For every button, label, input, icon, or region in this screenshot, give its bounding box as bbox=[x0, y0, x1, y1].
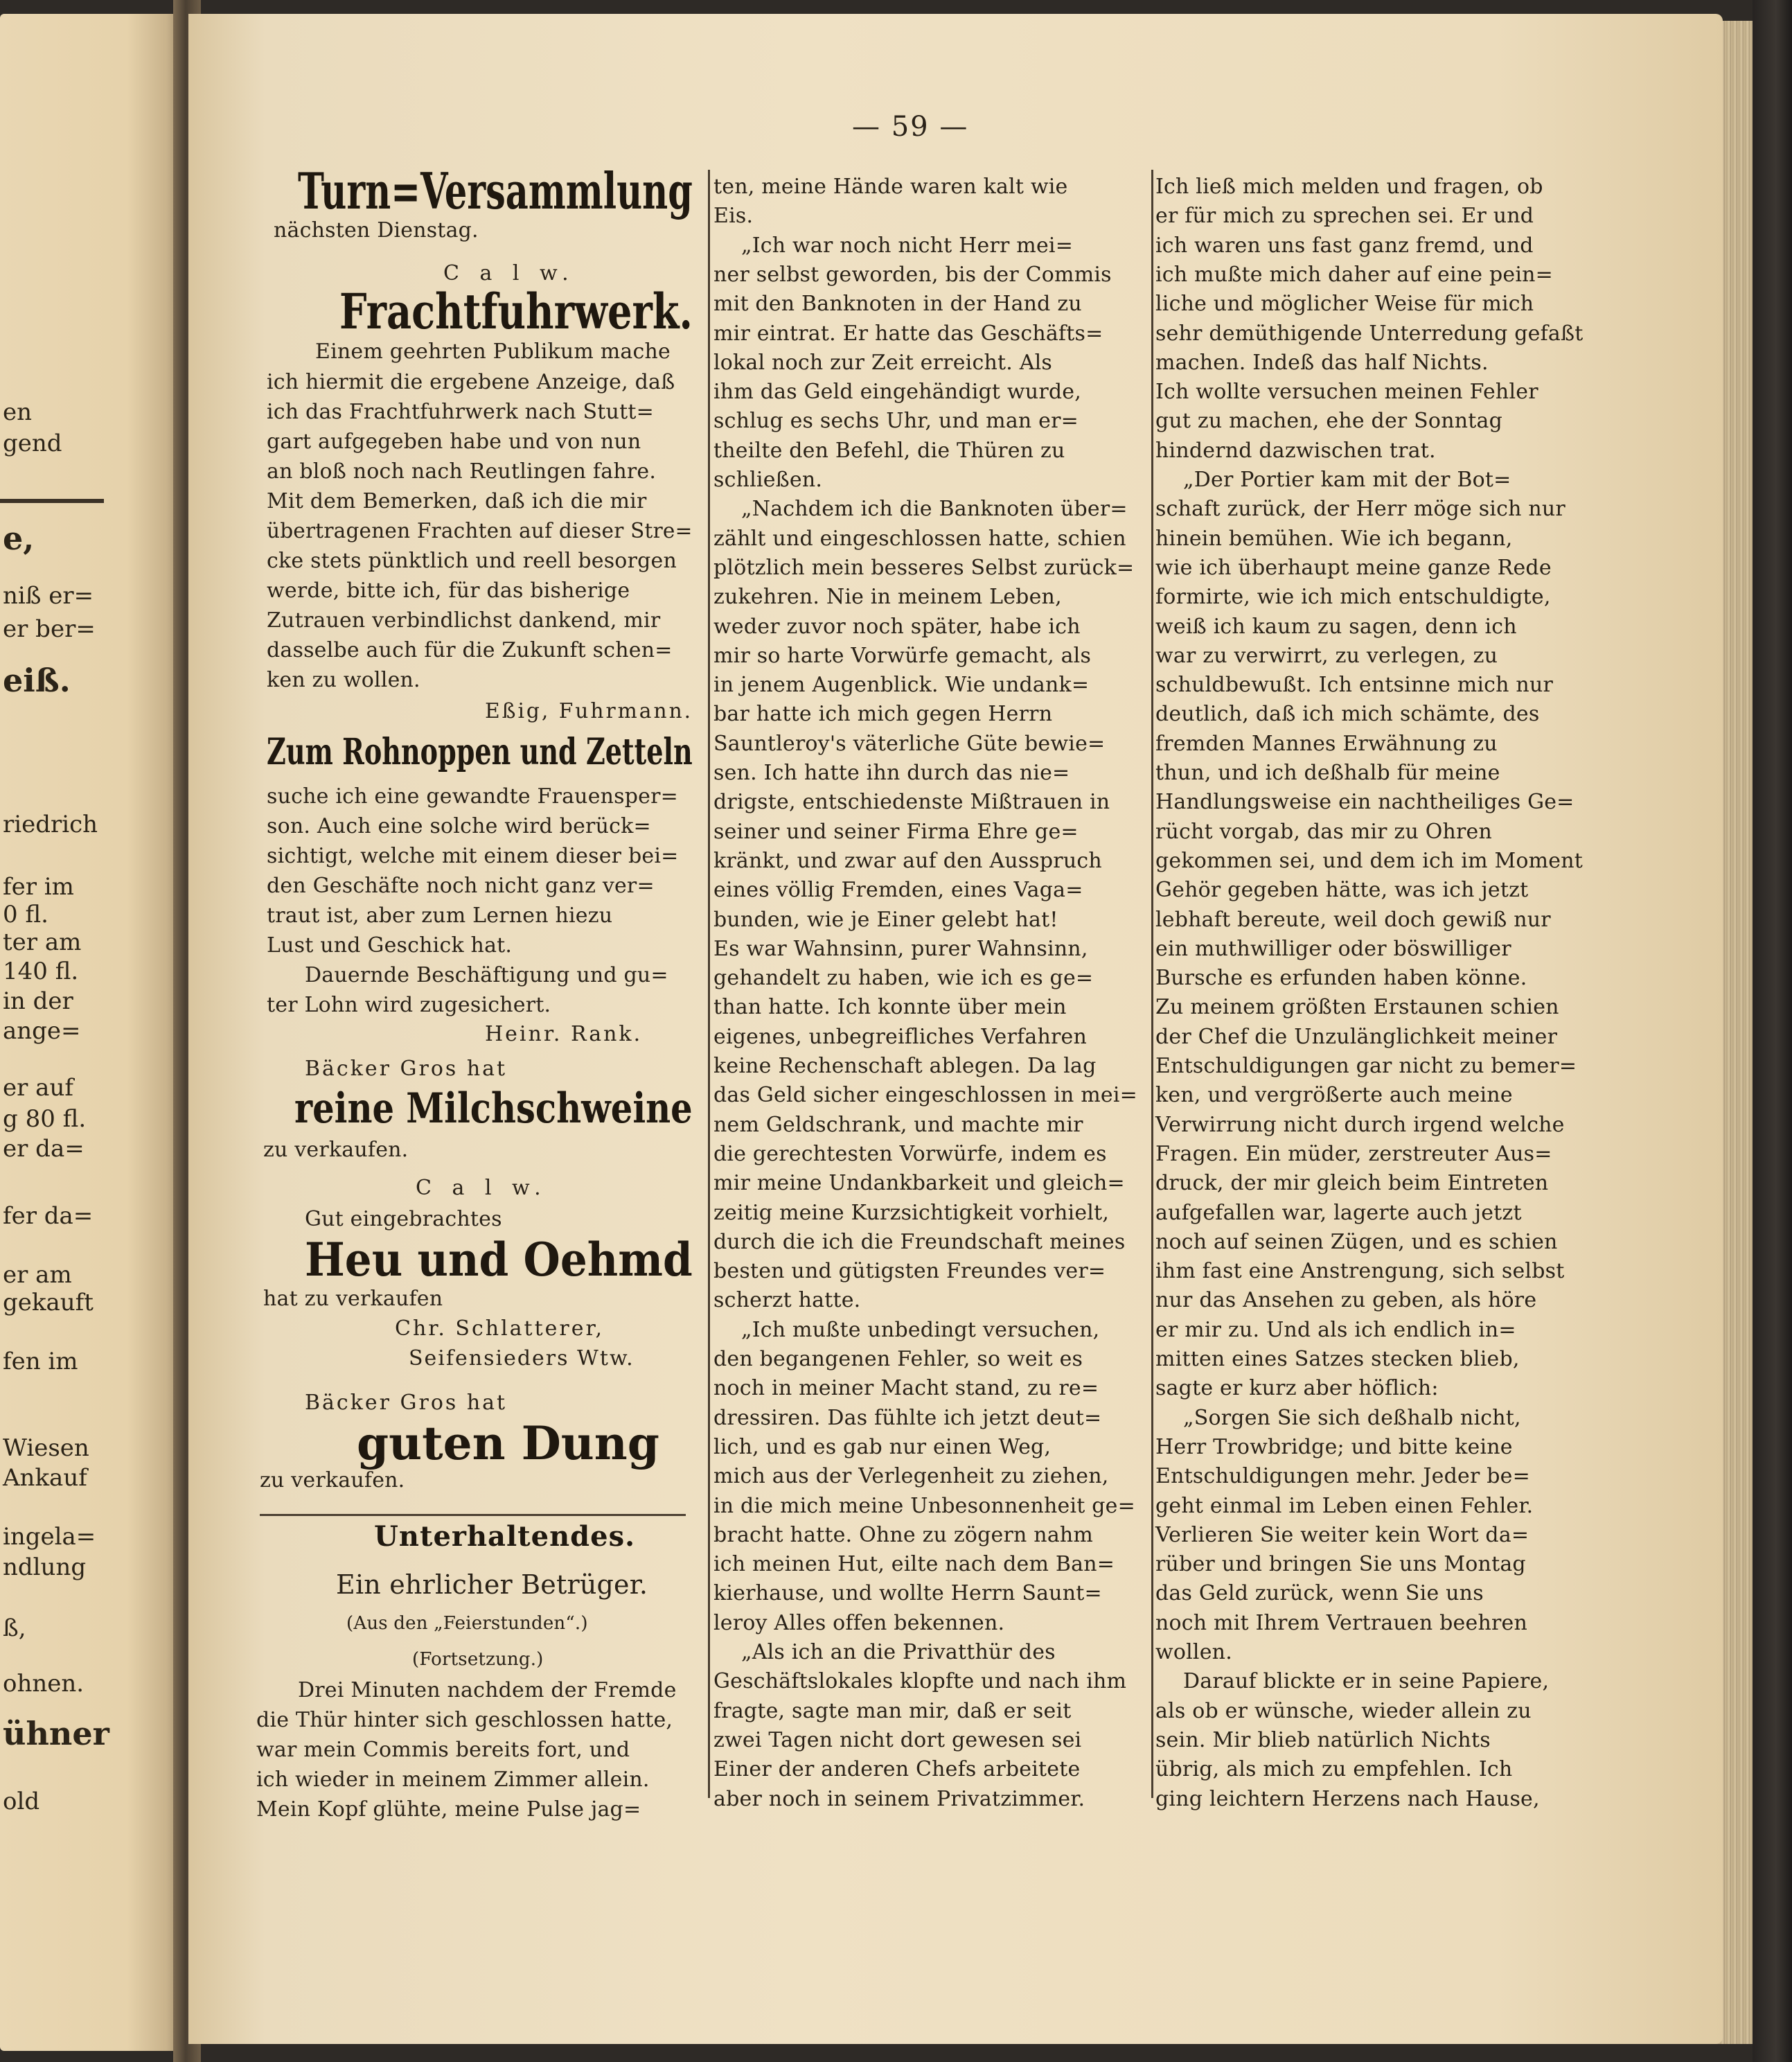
col3-text-line: Ich ließ mich melden und fragen, ob bbox=[1155, 175, 1543, 199]
col3-text-line: schaft zurück, der Herr möge sich nur bbox=[1155, 497, 1565, 522]
dung-subtitle: zu verkaufen. bbox=[260, 1468, 405, 1492]
left-fragment: 140 fl. bbox=[3, 958, 79, 985]
heu-signature: Chr. Schlatterer, bbox=[395, 1316, 605, 1341]
col2-text-line: Es war Wahnsinn, purer Wahnsinn, bbox=[713, 936, 1088, 961]
rohn-line: traut ist, aber zum Lernen hiezu bbox=[267, 904, 613, 928]
rohn-line: ter Lohn wird zugesichert. bbox=[267, 993, 551, 1017]
fracht-line: übertragenen Frachten auf dieser Stre= bbox=[267, 519, 693, 543]
col3-text-line: wollen. bbox=[1155, 1640, 1232, 1664]
heu-signature: Seifensieders Wtw. bbox=[409, 1346, 635, 1371]
col3-text-line: Gehör gegeben hätte, was ich jetzt bbox=[1155, 878, 1529, 903]
col3-text-line: ging leichtern Herzens nach Hause, bbox=[1155, 1786, 1540, 1811]
col2-text-line: scherzt hatte. bbox=[713, 1288, 861, 1313]
story-continuation: (Fortsetzung.) bbox=[412, 1649, 544, 1670]
col2-text-line: eines völlig Fremden, eines Vaga= bbox=[713, 878, 1083, 903]
col2-text-line: „Ich war noch nicht Herr mei= bbox=[741, 233, 1074, 258]
story-line: die Thür hinter sich geschlossen hatte, bbox=[256, 1708, 673, 1732]
rohn-line: den Geschäfte noch nicht ganz ver= bbox=[267, 874, 655, 898]
milch-title: reine Milchschweine bbox=[294, 1084, 693, 1133]
col2-text-line: zwei Tagen nicht dort gewesen sei bbox=[713, 1727, 1082, 1752]
col3-text-line: lebhaft bereute, weil doch gewiß nur bbox=[1155, 907, 1551, 932]
col2-text-line: „Als ich an die Privatthür des bbox=[741, 1640, 1056, 1664]
col2-text-line: bracht hatte. Ohne zu zögern nahm bbox=[713, 1522, 1094, 1547]
col2-text-line: „Nachdem ich die Banknoten über= bbox=[741, 497, 1128, 522]
left-fragment: en bbox=[3, 398, 33, 426]
col3-text-line: Verwirrung nicht durch irgend welche bbox=[1155, 1112, 1565, 1137]
col2-text-line: besten und gütigsten Freundes ver= bbox=[713, 1259, 1106, 1284]
col3-text-line: der Chef die Unzulänglichkeit meiner bbox=[1155, 1024, 1558, 1049]
col2-text-line: bunden, wie je Einer gelebt hat! bbox=[713, 907, 1058, 932]
col2-text-line: plötzlich mein besseres Selbst zurück= bbox=[713, 555, 1135, 580]
dung-title: guten Dung bbox=[357, 1416, 659, 1470]
story-title: Ein ehrlicher Betrüger. bbox=[336, 1569, 648, 1600]
col3-text-line: ihm fast eine Anstrengung, sich selbst bbox=[1155, 1259, 1565, 1284]
col2-text-line: mir so harte Vorwürfe gemacht, als bbox=[713, 643, 1092, 668]
col2-text-line: zählt und eingeschlossen hatte, schien bbox=[713, 526, 1126, 551]
col2-text-line: dressiren. Das fühlte ich jetzt deut= bbox=[713, 1405, 1102, 1430]
col3-text-line: rüber und bringen Sie uns Montag bbox=[1155, 1552, 1526, 1577]
story-line: war mein Commis bereits fort, und bbox=[256, 1738, 630, 1762]
left-fragment: fen im bbox=[3, 1348, 78, 1375]
col2-text-line: Eis. bbox=[713, 204, 754, 229]
col2-text-line: noch in meiner Macht stand, zu re= bbox=[713, 1376, 1099, 1401]
col3-text-line: Darauf blickte er in seine Papiere, bbox=[1183, 1669, 1550, 1694]
fracht-line: Einem geehrten Publikum mache bbox=[315, 340, 671, 364]
col3-text-line: ich mußte mich daher auf eine pein= bbox=[1155, 262, 1553, 287]
col3-text-line: Zu meinem größten Erstaunen schien bbox=[1155, 995, 1559, 1020]
place-line: C a l w. bbox=[443, 261, 576, 285]
col3-text-line: rücht vorgab, das mir zu Ohren bbox=[1155, 819, 1493, 844]
heu-subtitle: hat zu verkaufen bbox=[263, 1287, 443, 1311]
col2-text-line: schließen. bbox=[713, 468, 823, 492]
left-fragment: eiß. bbox=[3, 662, 71, 699]
col2-text-line: kränkt, und zwar auf den Ausspruch bbox=[713, 848, 1102, 873]
col3-text-line: „Sorgen Sie sich deßhalb nicht, bbox=[1183, 1405, 1521, 1430]
col3-text-line: hinein bemühen. Wie ich begann, bbox=[1155, 526, 1513, 551]
left-facing-page bbox=[0, 14, 181, 2051]
col2-text-line: den begangenen Fehler, so weit es bbox=[713, 1347, 1083, 1371]
col3-text-line: schuldbewußt. Ich entsinne mich nur bbox=[1155, 673, 1554, 698]
rohn-line: son. Auch eine solche wird berück= bbox=[267, 814, 651, 838]
col2-text-line: in jenem Augenblick. Wie undank= bbox=[713, 673, 1090, 698]
left-fragment: ange= bbox=[3, 1017, 81, 1045]
story-source: (Aus den „Feierstunden“.) bbox=[346, 1613, 588, 1634]
fracht-line: gart aufgegeben habe und von nun bbox=[267, 430, 641, 454]
place-line: C a l w. bbox=[416, 1176, 548, 1200]
col2-text-line: mit den Banknoten in der Hand zu bbox=[713, 292, 1082, 317]
left-fragment: fer da= bbox=[3, 1202, 94, 1230]
col3-text-line: er für mich zu sprechen sei. Er und bbox=[1155, 204, 1534, 229]
col2-text-line: „Ich mußte unbedingt versuchen, bbox=[741, 1317, 1100, 1342]
col2-text-line: fragte, sagte man mir, daß er seit bbox=[713, 1698, 1072, 1723]
col3-text-line: „Der Portier kam mit der Bot= bbox=[1183, 468, 1511, 492]
col3-text-line: nur das Ansehen zu geben, als höre bbox=[1155, 1288, 1537, 1313]
cover-edge bbox=[1753, 0, 1792, 2062]
column-rule-2 bbox=[1151, 170, 1153, 1798]
col2-text-line: aber noch in seinem Privatzimmer. bbox=[713, 1786, 1085, 1811]
baecker-line: Bäcker Gros hat bbox=[305, 1057, 508, 1081]
col2-text-line: drigste, entschiedenste Mißtrauen in bbox=[713, 790, 1110, 815]
col2-text-line: ner selbst geworden, bis der Commis bbox=[713, 262, 1112, 287]
fracht-line: ken zu wollen. bbox=[267, 668, 420, 692]
rohn-signature: Heinr. Rank. bbox=[485, 1022, 643, 1046]
col3-text-line: Bursche es erfunden haben könne. bbox=[1155, 966, 1527, 991]
col2-text-line: theilte den Befehl, die Thüren zu bbox=[713, 438, 1065, 463]
turn-subtitle: nächsten Dienstag. bbox=[274, 218, 479, 243]
left-fragment: e, bbox=[3, 520, 35, 557]
col3-text-line: deutlich, daß ich mich schämte, des bbox=[1155, 702, 1540, 727]
heu-pre: Gut eingebrachtes bbox=[305, 1207, 502, 1231]
col2-text-line: gehandelt zu haben, wie ich es ge= bbox=[713, 966, 1094, 991]
col3-text-line: Entschuldigungen gar nicht zu bemer= bbox=[1155, 1054, 1577, 1078]
rohn-title: Zum Rohnoppen und Zetteln bbox=[267, 731, 693, 773]
col2-text-line: leroy Alles offen bekennen. bbox=[713, 1610, 1005, 1635]
left-fragment: in der bbox=[3, 987, 73, 1015]
col3-text-line: thun, und ich deßhalb für meine bbox=[1155, 761, 1500, 785]
col3-text-line: noch auf seinen Zügen, und es schien bbox=[1155, 1229, 1558, 1254]
col2-text-line: das Geld sicher eingeschlossen in mei= bbox=[713, 1083, 1138, 1108]
fracht-line: dasselbe auch für die Zukunft schen= bbox=[267, 638, 673, 662]
left-fragment: Wiesen bbox=[3, 1434, 89, 1462]
left-fragment: Ankauf bbox=[3, 1464, 87, 1492]
col2-text-line: ihm das Geld eingehändigt wurde, bbox=[713, 380, 1081, 405]
col3-text-line: Ich wollte versuchen meinen Fehler bbox=[1155, 380, 1538, 405]
left-fragment: old bbox=[3, 1788, 40, 1815]
col2-text-line: keine Rechenschaft ablegen. Da lag bbox=[713, 1054, 1097, 1078]
col3-text-line: gekommen sei, und dem ich im Moment bbox=[1155, 848, 1583, 873]
left-fragment: er da= bbox=[3, 1135, 85, 1163]
col2-text-line: mich aus der Verlegenheit zu ziehen, bbox=[713, 1464, 1109, 1489]
left-fragment: ühner bbox=[3, 1715, 109, 1752]
fracht-line: cke stets pünktlich und reell besorgen bbox=[267, 549, 677, 573]
col3-text-line: als ob er wünsche, wieder allein zu bbox=[1155, 1698, 1532, 1723]
col3-text-line: Verlieren Sie weiter kein Wort da= bbox=[1155, 1522, 1529, 1547]
col2-text-line: lokal noch zur Zeit erreicht. Als bbox=[713, 350, 1052, 375]
col3-text-line: Handlungsweise ein nachtheiliges Ge= bbox=[1155, 790, 1574, 815]
col2-text-line: Sauntleroy's väterliche Güte bewie= bbox=[713, 731, 1106, 756]
left-fragment: fer im bbox=[3, 873, 74, 901]
col2-text-line: kierhause, und wollte Herrn Saunt= bbox=[713, 1581, 1102, 1606]
rohn-line: sichtigt, welche mit einem dieser bei= bbox=[267, 844, 679, 868]
col2-text-line: seiner und seiner Firma Ehre ge= bbox=[713, 819, 1079, 844]
left-fragment: er ber= bbox=[3, 615, 96, 643]
fracht-signature: Eßig, Fuhrmann. bbox=[485, 699, 693, 723]
left-fragment: er am bbox=[3, 1261, 72, 1289]
col2-text-line: mir eintrat. Er hatte das Geschäfts= bbox=[713, 321, 1103, 346]
col3-text-line: sehr demüthigende Unterredung gefaßt bbox=[1155, 321, 1583, 346]
turn-title: Turn=Versammlung bbox=[298, 161, 693, 220]
col3-text-line: das Geld zurück, wenn Sie uns bbox=[1155, 1581, 1484, 1606]
col3-text-line: machen. Indeß das half Nichts. bbox=[1155, 350, 1489, 375]
col3-text-line: übrig, als mich zu empfehlen. Ich bbox=[1155, 1757, 1513, 1782]
left-fragment: riedrich bbox=[3, 811, 98, 838]
rohn-line: suche ich eine gewandte Frauensper= bbox=[267, 784, 679, 809]
fracht-line: Zutrauen verbindlichst dankend, mir bbox=[267, 608, 661, 633]
col3-text-line: hindernd dazwischen trat. bbox=[1155, 438, 1436, 463]
col2-text-line: lich, und es gab nur einen Weg, bbox=[713, 1434, 1052, 1459]
col3-text-line: gut zu machen, ehe der Sonntag bbox=[1155, 409, 1502, 434]
left-fragment: ingela= bbox=[3, 1523, 96, 1551]
unter-title: Unterhaltendes. bbox=[374, 1520, 636, 1553]
fracht-line: werde, bitte ich, für das bisherige bbox=[267, 579, 630, 603]
rohn-line: Lust und Geschick hat. bbox=[267, 933, 513, 958]
col3-text-line: aufgefallen war, lagerte auch jetzt bbox=[1155, 1200, 1522, 1225]
col2-text-line: eigenes, unbegreifliches Verfahren bbox=[713, 1024, 1087, 1049]
left-fragment: 0 fl. bbox=[3, 901, 48, 928]
col2-text-line: ich meinen Hut, eilte nach dem Ban= bbox=[713, 1552, 1115, 1577]
col3-text-line: Entschuldigungen mehr. Jeder be= bbox=[1155, 1464, 1530, 1489]
col2-text-line: die gerechtesten Vorwürfe, indem es bbox=[713, 1141, 1107, 1166]
col3-text-line: weiß ich kaum zu sagen, denn ich bbox=[1155, 614, 1517, 639]
col3-text-line: er mir zu. Und als ich endlich in= bbox=[1155, 1317, 1516, 1342]
col3-text-line: mitten eines Satzes stecken blieb, bbox=[1155, 1347, 1520, 1371]
left-fragment: er auf bbox=[3, 1074, 73, 1102]
story-line: Drei Minuten nachdem der Fremde bbox=[298, 1678, 677, 1702]
column-rule-1 bbox=[708, 170, 710, 1798]
col2-text-line: Einer der anderen Chefs arbeitete bbox=[713, 1757, 1081, 1782]
col2-text-line: ten, meine Hände waren kalt wie bbox=[713, 175, 1068, 199]
col2-text-line: sen. Ich hatte ihn durch das nie= bbox=[713, 761, 1070, 785]
left-fragment: ß, bbox=[3, 1614, 26, 1642]
left-fragment: g 80 fl. bbox=[3, 1105, 87, 1133]
col2-text-line: than hatte. Ich konnte über mein bbox=[713, 995, 1067, 1020]
col2-text-line: zeitig meine Kurzsichtigkeit vorhielt, bbox=[713, 1200, 1110, 1225]
col3-text-line: liche und möglicher Weise für mich bbox=[1155, 292, 1534, 317]
heu-title: Heu und Oehmd bbox=[305, 1233, 693, 1287]
left-fragment: ter am bbox=[3, 928, 82, 956]
col2-text-line: bar hatte ich mich gegen Herrn bbox=[713, 702, 1053, 727]
left-fragment: ndlung bbox=[3, 1553, 87, 1581]
left-rule bbox=[0, 499, 104, 503]
col2-text-line: Geschäftslokales klopfte und nach ihm bbox=[713, 1669, 1127, 1694]
rohn-line: Dauernde Beschäftigung und gu= bbox=[305, 963, 668, 987]
story-line: Mein Kopf glühte, meine Pulse jag= bbox=[256, 1797, 641, 1822]
fracht-line: Mit dem Bemerken, daß ich die mir bbox=[267, 489, 647, 513]
col3-text-line: ich waren uns fast ganz fremd, und bbox=[1155, 233, 1534, 258]
section-rule bbox=[260, 1514, 686, 1516]
col2-text-line: zukehren. Nie in meinem Leben, bbox=[713, 585, 1062, 610]
col3-text-line: sagte er kurz aber höflich: bbox=[1155, 1376, 1439, 1401]
col3-text-line: ken, und vergrößerte auch meine bbox=[1155, 1083, 1513, 1108]
milch-subtitle: zu verkaufen. bbox=[263, 1138, 409, 1162]
col2-text-line: mir meine Undankbarkeit und gleich= bbox=[713, 1171, 1125, 1196]
col2-text-line: in die mich meine Unbesonnenheit ge= bbox=[713, 1493, 1135, 1518]
col3-text-line: sein. Mir blieb natürlich Nichts bbox=[1155, 1727, 1491, 1752]
col3-text-line: fremden Mannes Erwähnung zu bbox=[1155, 731, 1498, 756]
col3-text-line: war zu verwirrt, zu verlegen, zu bbox=[1155, 643, 1498, 668]
col3-text-line: ein muthwilliger oder böswilliger bbox=[1155, 936, 1511, 961]
left-fragment: ohnen. bbox=[3, 1670, 85, 1698]
left-fragment: niß er= bbox=[3, 582, 94, 610]
col3-text-line: wie ich überhaupt meine ganze Rede bbox=[1155, 555, 1552, 580]
page-number: — 59 — bbox=[852, 111, 969, 143]
col3-text-line: formirte, wie ich mich entschuldigte, bbox=[1155, 585, 1551, 610]
col2-text-line: nem Geldschrank, und machte mir bbox=[713, 1112, 1083, 1137]
fracht-line: an bloß noch nach Reutlingen fahre. bbox=[267, 459, 657, 484]
baecker-line: Bäcker Gros hat bbox=[305, 1391, 508, 1415]
col2-text-line: weder zuvor noch später, habe ich bbox=[713, 614, 1081, 639]
fracht-line: ich das Frachtfuhrwerk nach Stutt= bbox=[267, 400, 654, 424]
col2-text-line: durch die ich die Freundschaft meines bbox=[713, 1229, 1126, 1254]
fracht-title: Frachtfuhrwerk. bbox=[339, 283, 693, 340]
col3-text-line: Fragen. Ein müder, zerstreuter Aus= bbox=[1155, 1141, 1552, 1166]
col3-text-line: Herr Trowbridge; und bitte keine bbox=[1155, 1434, 1513, 1459]
fracht-line: ich hiermit die ergebene Anzeige, daß bbox=[267, 370, 675, 394]
col3-text-line: geht einmal im Leben einen Fehler. bbox=[1155, 1493, 1534, 1518]
col3-text-line: druck, der mir gleich beim Eintreten bbox=[1155, 1171, 1549, 1196]
left-fragment: gend bbox=[3, 430, 62, 457]
col3-text-line: noch mit Ihrem Vertrauen beehren bbox=[1155, 1610, 1527, 1635]
story-line: ich wieder in meinem Zimmer allein. bbox=[256, 1768, 650, 1792]
left-fragment: gekauft bbox=[3, 1289, 94, 1316]
col2-text-line: schlug es sechs Uhr, und man er= bbox=[713, 409, 1079, 434]
